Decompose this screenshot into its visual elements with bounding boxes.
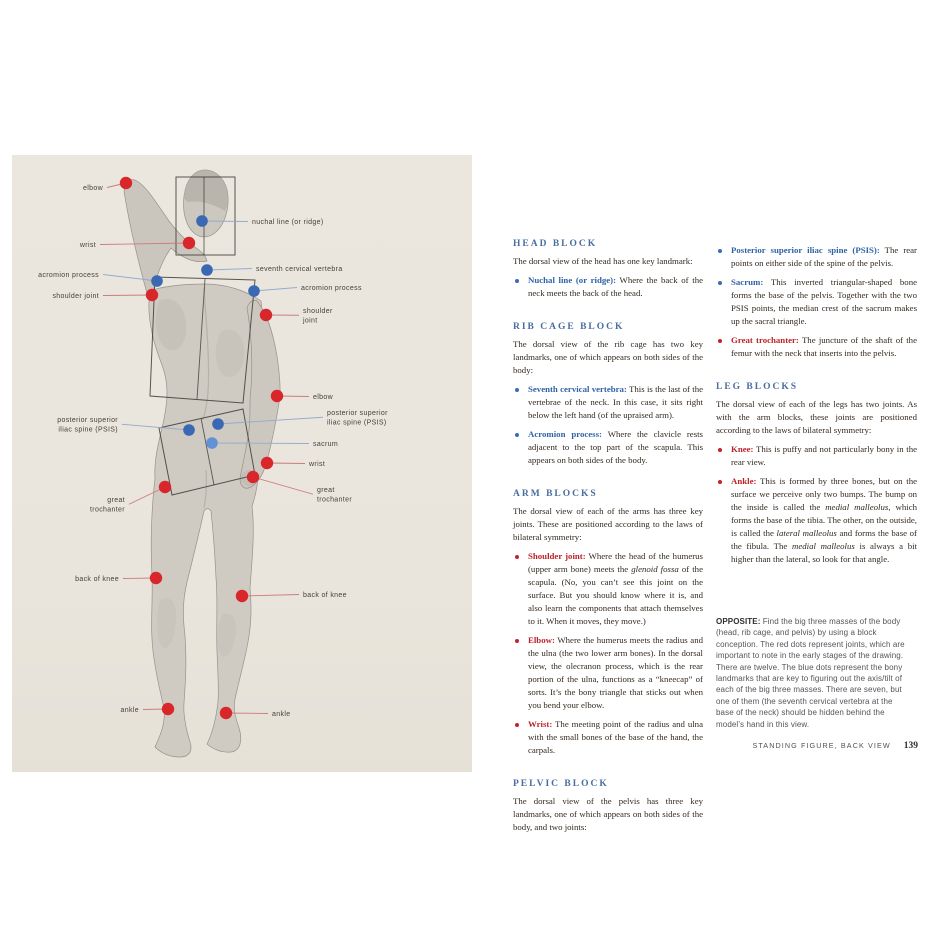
page-footer bbox=[752, 741, 918, 751]
leader-line-acromion-process-right bbox=[254, 288, 297, 292]
annotation-label-great-trochanter-right: great trochanter bbox=[317, 487, 353, 504]
bullet-dot-icon bbox=[718, 249, 722, 253]
bullet-dot-icon bbox=[515, 279, 519, 283]
annotation-label-shoulder-joint-left: shoulder joint bbox=[52, 293, 99, 300]
bullet-item: Acromion process: Where the clavicle rests adjacent to the top part of the scapula. This appears on both sides of the body. bbox=[528, 428, 703, 467]
landmark-term: Acromion process: bbox=[528, 429, 602, 439]
landmark-dot-psis-left bbox=[183, 424, 195, 436]
annotation-label-acromion-process-right: acromion process bbox=[301, 285, 362, 292]
bullet-item: Sacrum: This inverted triangular-shaped bone forms the base of the pelvis. Together with the two PSIS points, the median crest of the sacrum makes up the sacral triangle. bbox=[731, 276, 917, 328]
landmark-dot-elbow-right bbox=[271, 390, 283, 402]
section-heading: LEG BLOCKS bbox=[716, 382, 799, 392]
landmark-term: Ankle: bbox=[731, 476, 757, 486]
landmark-dot-wrist-right bbox=[261, 457, 273, 469]
landmark-term: Wrist: bbox=[528, 719, 553, 729]
landmark-dot-psis-right bbox=[212, 418, 224, 430]
bullet-item: Great trochanter: The juncture of the shaft of the femur with the neck that inserts into the pelvis. bbox=[731, 334, 917, 360]
landmark-term: Nuchal line (or ridge): bbox=[528, 275, 617, 285]
bullet-dot-icon bbox=[718, 339, 722, 343]
section bbox=[716, 381, 917, 566]
bullet-dot-icon bbox=[718, 448, 722, 452]
text-column-1 bbox=[513, 238, 703, 855]
page-number: 139 bbox=[903, 741, 918, 751]
section-intro: The dorsal view of the head has one key landmark: bbox=[513, 256, 693, 266]
figure-drawing bbox=[12, 155, 472, 772]
landmark-dot-great-trochanter-left bbox=[159, 481, 171, 493]
annotation-label-great-trochanter-left: great trochanter bbox=[89, 497, 125, 514]
bullet-item: Shoulder joint: Where the head of the humerus (upper arm bone) meets the glenoid fossa of the scapula. (No, you can’t see this joint on the surface. But you should know where it is, and also learn the components that attach themselves to it. When it moves, they move.) bbox=[528, 550, 703, 628]
landmark-dot-sacrum bbox=[206, 437, 218, 449]
landmark-dot-elbow-left bbox=[120, 177, 132, 189]
section-heading: PELVIC BLOCK bbox=[513, 779, 609, 789]
leader-line-seventh-cervical-vertebra bbox=[207, 269, 252, 271]
running-head: STANDING FIGURE, BACK VIEW bbox=[752, 741, 891, 750]
bullet-list bbox=[513, 383, 703, 467]
landmark-dot-acromion-process-left bbox=[151, 275, 163, 287]
annotation-label-psis-left: posterior superior iliac spine (PSIS) bbox=[57, 417, 118, 434]
caption-text: Find the big three masses of the body (head, rib cage, and pelvis) by using a block conception. The red dots represent joints, which are important to note in the early stages of the drawing. There are twelve. The blue dots represent the bony landmarks that are key to figuring out the axis/tilt of each of the big three masses. There are seven, but one of them (the seventh cervical vertebra at the base of the neck) should be hidden behind the model’s hand in this view. bbox=[716, 617, 905, 729]
bullet-dot-icon bbox=[515, 433, 519, 437]
annotation-label-psis-right: posterior superior iliac spine (PSIS) bbox=[327, 410, 388, 427]
bullet-item: Ankle: This is formed by three bones, but on the surface we perceive only two bumps. The bump on the inside is called the medial malleolus, which forms the base of the tibia. The other, on the outside, is called the lateral malleolus and forms the base of the fibula. The medial malleolus is always a bit higher than the lateral, so look for that angle. bbox=[731, 475, 917, 566]
bullet-dot-icon bbox=[515, 388, 519, 392]
leader-line-ankle-right bbox=[226, 713, 268, 714]
bullet-list bbox=[716, 244, 917, 360]
landmark-term: Shoulder joint: bbox=[528, 551, 586, 561]
section-intro: The dorsal view of the pelvis has three key landmarks, one of which appears on both sides of the body, and two joints: bbox=[513, 796, 703, 832]
caption-label: OPPOSITE: bbox=[716, 617, 761, 626]
section-intro: The dorsal view of each of the arms has three key joints. These are positioned according to the laws of bilateral symmetry: bbox=[513, 506, 703, 542]
leader-line-sacrum bbox=[212, 443, 309, 444]
annotation-label-ankle-left: ankle bbox=[120, 707, 139, 714]
annotation-label-shoulder-joint-right: shoulder joint bbox=[303, 308, 333, 325]
annotation-label-wrist-left: wrist bbox=[79, 242, 96, 249]
section-intro: The dorsal view of the rib cage has two key landmarks, one of which appears on both sides of the body: bbox=[513, 339, 703, 375]
text-column-2 bbox=[716, 238, 917, 587]
leader-line-shoulder-joint-left bbox=[103, 295, 152, 296]
figure-silhouette bbox=[124, 170, 280, 757]
annotation-label-elbow-right: elbow bbox=[313, 394, 334, 401]
landmark-dot-shoulder-joint-right bbox=[260, 309, 272, 321]
annotation-label-back-of-knee-left: back of knee bbox=[75, 576, 119, 583]
landmark-dot-wrist-left bbox=[183, 237, 195, 249]
bullet-item: Wrist: The meeting point of the radius and ulna with the small bones of the base of the hand, the carpals. bbox=[528, 718, 703, 757]
section-heading: RIB CAGE BLOCK bbox=[513, 322, 625, 332]
opposite-caption bbox=[716, 616, 912, 730]
section bbox=[513, 488, 703, 757]
leader-line-nuchal-line bbox=[202, 221, 248, 222]
bullet-item: Knee: This is puffy and not particularly bony in the rear view. bbox=[731, 443, 917, 469]
section bbox=[716, 244, 917, 360]
annotation-label-nuchal-line: nuchal line (or ridge) bbox=[252, 219, 324, 226]
bullet-list bbox=[513, 550, 703, 757]
annotation-label-ankle-right: ankle bbox=[272, 711, 291, 718]
bullet-item: Elbow: Where the humerus meets the radius and the ulna (the two lower arm bones). In the dorsal view, the olecranon process, which is the rear portion of the ulna, functions as a “kneecap” of sorts. It’s the bony triangle that sticks out when you bend your elbow. bbox=[528, 634, 703, 712]
landmark-term: Seventh cervical vertebra: bbox=[528, 384, 627, 394]
annotation-label-elbow-left: elbow bbox=[82, 185, 103, 192]
landmark-dot-ankle-left bbox=[162, 703, 174, 715]
figure-panel bbox=[12, 155, 472, 772]
bullet-list bbox=[513, 274, 703, 300]
annotation-label-sacrum: sacrum bbox=[313, 441, 339, 448]
landmark-dot-ankle-right bbox=[220, 707, 232, 719]
landmark-term: Elbow: bbox=[528, 635, 555, 645]
bullet-item: Seventh cervical vertebra: This is the last of the vertebrae of the neck. In this case, it sits right below the left hand (of the upraised arm). bbox=[528, 383, 703, 422]
bullet-item: Posterior superior iliac spine (PSIS): The rear points on either side of the spine of the pelvis. bbox=[731, 244, 917, 270]
bullet-dot-icon bbox=[515, 639, 519, 643]
annotations bbox=[38, 177, 388, 719]
section bbox=[513, 238, 703, 300]
section-intro: The dorsal view of each of the legs has two joints. As with the arm blocks, these joints are positioned according to the laws of bilateral symmetry: bbox=[716, 399, 917, 435]
bullet-list bbox=[716, 443, 917, 566]
section-heading: ARM BLOCKS bbox=[513, 489, 598, 499]
bullet-dot-icon bbox=[718, 281, 722, 285]
bullet-dot-icon bbox=[718, 480, 722, 484]
annotation-label-acromion-process-left: acromion process bbox=[38, 272, 99, 279]
leader-line-great-trochanter-right bbox=[253, 477, 313, 494]
annotation-label-back-of-knee-right: back of knee bbox=[303, 592, 347, 599]
landmark-term: Great trochanter: bbox=[731, 335, 799, 345]
landmark-term: Knee: bbox=[731, 444, 754, 454]
section bbox=[513, 321, 703, 467]
landmark-dot-seventh-cervical-vertebra bbox=[201, 264, 213, 276]
section-heading: HEAD BLOCK bbox=[513, 239, 598, 249]
annotation-label-seventh-cervical-vertebra: seventh cervical vertebra bbox=[256, 266, 343, 273]
bullet-dot-icon bbox=[515, 723, 519, 727]
landmark-dot-shoulder-joint-left bbox=[146, 289, 158, 301]
landmark-dot-nuchal-line bbox=[196, 215, 208, 227]
landmark-dot-great-trochanter-right bbox=[247, 471, 259, 483]
landmark-dot-back-of-knee-right bbox=[236, 590, 248, 602]
bullet-item: Nuchal line (or ridge): Where the back of the neck meets the back of the head. bbox=[528, 274, 703, 300]
annotation-label-wrist-right: wrist bbox=[309, 461, 326, 468]
landmark-dot-back-of-knee-left bbox=[150, 572, 162, 584]
landmark-dot-acromion-process-right bbox=[248, 285, 260, 297]
landmark-term: Sacrum: bbox=[731, 277, 764, 287]
landmark-term: Posterior superior iliac spine (PSIS): bbox=[731, 245, 880, 255]
section bbox=[513, 778, 703, 834]
bullet-dot-icon bbox=[515, 555, 519, 559]
